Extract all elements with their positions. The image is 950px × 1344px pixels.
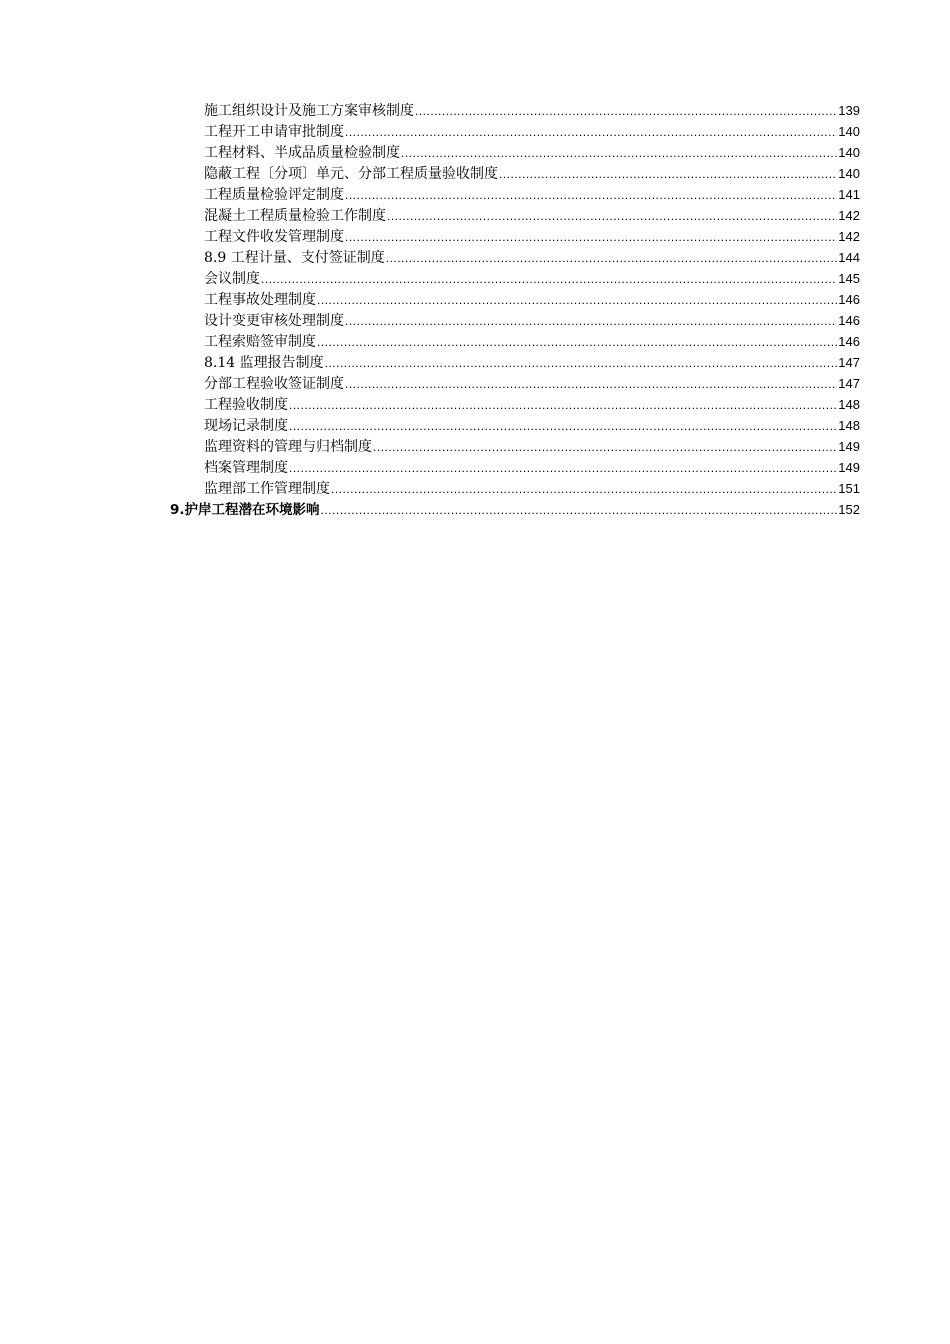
toc-entry-page-number: 146 [838, 313, 860, 328]
toc-entry-page-number: 151 [838, 481, 860, 496]
toc-entry-page-number: 141 [838, 187, 860, 202]
toc-entry-page-number: 152 [838, 502, 860, 517]
toc-entry-title: 8.9 工程计量、支付签证制度 [204, 250, 385, 266]
toc-entry[interactable] [170, 478, 860, 499]
toc-entry-page-number: 144 [838, 250, 860, 265]
toc-entry-page-number: 149 [838, 439, 860, 454]
toc-entry[interactable] [170, 247, 860, 268]
toc-dot-leader [321, 500, 838, 521]
toc-entry-title: 工程开工申请审批制度 [204, 124, 344, 140]
toc-dot-leader [345, 311, 837, 332]
toc-entry[interactable] [170, 352, 860, 373]
toc-entry[interactable] [170, 331, 860, 352]
toc-entry-title: 工程索赔签审制度 [204, 334, 316, 350]
toc-dot-leader [289, 458, 837, 479]
toc-entry-page-number: 147 [838, 376, 860, 391]
toc-entry-page-number: 142 [838, 229, 860, 244]
toc-entry-title: 监理资料的管理与归档制度 [204, 439, 372, 455]
toc-entry-title: 现场记录制度 [204, 418, 288, 434]
toc-entry-title: 隐蔽工程〔分项〕单元、分部工程质量验收制度 [204, 166, 498, 182]
toc-dot-leader [345, 374, 837, 395]
toc-entry-page-number: 140 [838, 166, 860, 181]
toc-dot-leader [387, 206, 837, 227]
toc-dot-leader [345, 185, 837, 206]
toc-entry-title: 工程验收制度 [204, 397, 288, 413]
toc-entry[interactable] [170, 310, 860, 331]
toc-dot-leader [401, 143, 837, 164]
toc-entry-page-number: 146 [838, 334, 860, 349]
toc-entry-title: 混凝土工程质量检验工作制度 [204, 208, 386, 224]
toc-entry-title: 工程文件收发管理制度 [204, 229, 344, 245]
toc-entry[interactable] [170, 163, 860, 184]
toc-entry[interactable] [170, 394, 860, 415]
toc-entry-title: 工程材料、半成品质量检验制度 [204, 145, 400, 161]
toc-entry-title: 监理部工作管理制度 [204, 481, 330, 497]
toc-dot-leader [386, 248, 838, 269]
toc-entry-page-number: 147 [838, 355, 860, 370]
toc-entry-title: 会议制度 [204, 271, 260, 287]
toc-dot-leader [317, 332, 837, 353]
toc-dot-leader [325, 353, 838, 374]
toc-entry[interactable] [170, 184, 860, 205]
toc-entry-page-number: 142 [838, 208, 860, 223]
toc-dot-leader [373, 437, 837, 458]
toc-entry[interactable] [170, 373, 860, 394]
toc-dot-leader [345, 122, 837, 143]
toc-entry-title: 9.护岸工程潜在环境影响 [170, 502, 320, 518]
toc-entry-title: 工程质量检验评定制度 [204, 187, 344, 203]
toc-entry-page-number: 149 [838, 460, 860, 475]
toc-entry-title: 分部工程验收签证制度 [204, 376, 344, 392]
toc-entry-title: 工程事故处理制度 [204, 292, 316, 308]
toc-entry-page-number: 145 [838, 271, 860, 286]
toc-entry[interactable] [170, 289, 860, 310]
toc-entry-page-number: 148 [838, 397, 860, 412]
toc-dot-leader [499, 164, 837, 185]
toc-dot-leader [331, 479, 837, 500]
toc-entry-title: 档案管理制度 [204, 460, 288, 476]
toc-entry[interactable] [170, 121, 860, 142]
toc-entry[interactable] [170, 499, 860, 520]
toc-entry[interactable] [170, 226, 860, 247]
toc-dot-leader [289, 416, 837, 437]
toc-entry[interactable] [170, 205, 860, 226]
toc-entry-title: 8.14 监理报告制度 [204, 355, 324, 371]
toc-entry-page-number: 140 [838, 145, 860, 160]
toc-dot-leader [317, 290, 837, 311]
toc-entry[interactable] [170, 457, 860, 478]
toc-entry[interactable] [170, 415, 860, 436]
toc-entry-title: 设计变更审核处理制度 [204, 313, 344, 329]
toc-dot-leader [289, 395, 837, 416]
toc-entry-page-number: 146 [838, 292, 860, 307]
toc-entry-page-number: 148 [838, 418, 860, 433]
table-of-contents [170, 100, 860, 520]
toc-entry[interactable] [170, 142, 860, 163]
toc-entry[interactable] [170, 100, 860, 121]
toc-dot-leader [415, 101, 837, 122]
toc-entry[interactable] [170, 436, 860, 457]
toc-dot-leader [261, 269, 837, 290]
toc-entry-title: 施工组织设计及施工方案审核制度 [204, 103, 414, 119]
toc-dot-leader [345, 227, 837, 248]
toc-entry-page-number: 140 [838, 124, 860, 139]
toc-entry-page-number: 139 [838, 103, 860, 118]
toc-entry[interactable] [170, 268, 860, 289]
